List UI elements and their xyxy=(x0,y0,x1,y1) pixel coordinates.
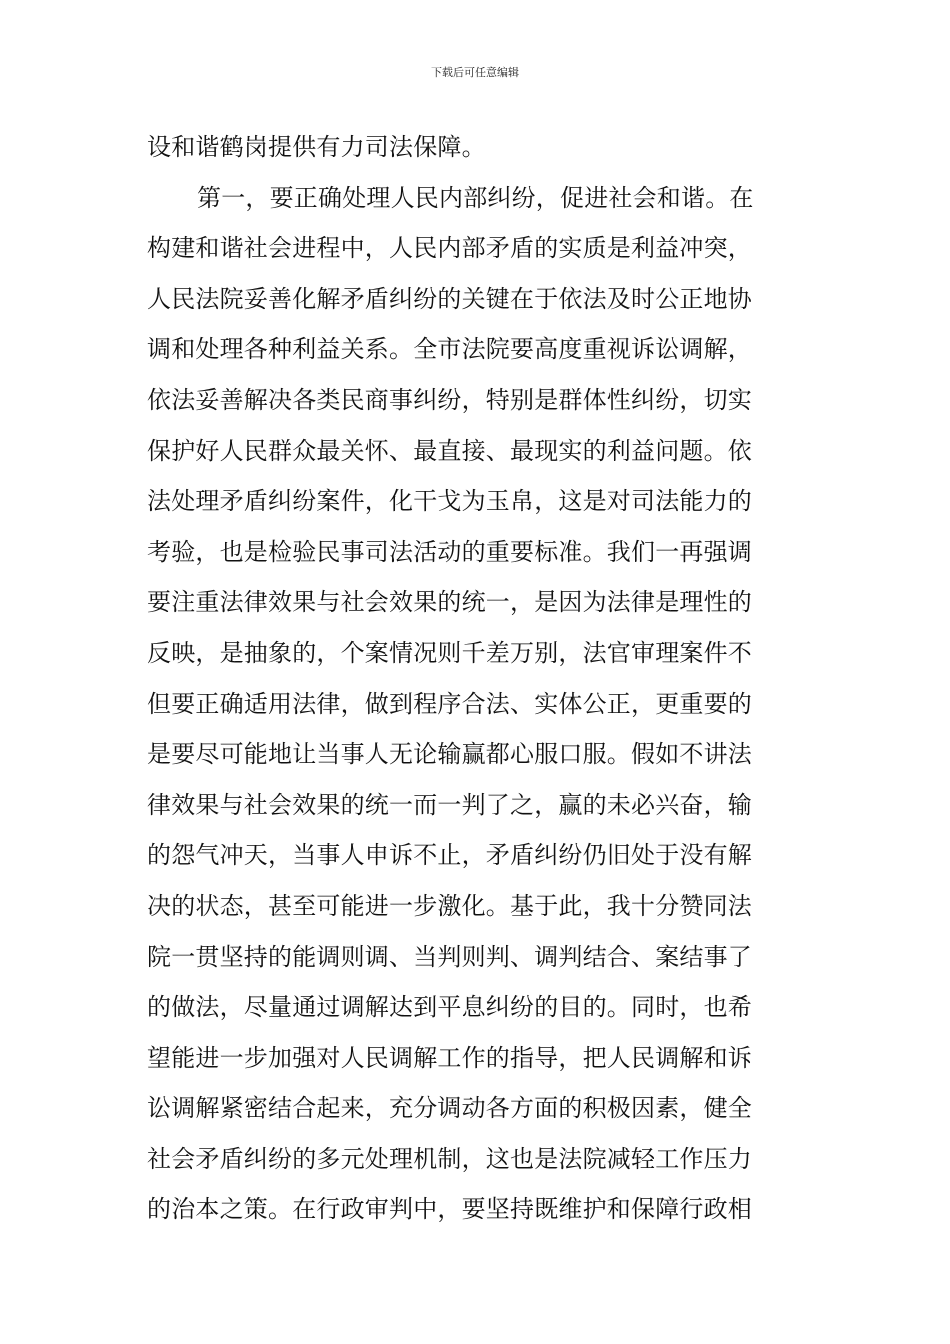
text-line: 的治本之策。在行政审判中，要坚持既维护和保障行政相 xyxy=(147,1195,752,1224)
text-line: 讼调解紧密结合起来，充分调动各方面的积极因素，健全 xyxy=(147,1094,752,1123)
text-line: 的做法，尽量通过调解达到平息纠纷的目的。同时，也希 xyxy=(147,993,752,1022)
text-line: 望能进一步加强对人民调解工作的指导，把人民调解和诉 xyxy=(147,1043,752,1072)
page-header-note: 下载后可任意编辑 xyxy=(431,66,519,79)
text-line: 考验，也是检验民事司法活动的重要标准。我们一再强调 xyxy=(147,537,752,566)
text-line: 法处理矛盾纠纷案件，化干戈为玉帛，这是对司法能力的 xyxy=(147,487,752,516)
text-line: 院一贯坚持的能调则调、当判则判、调判结合、案结事了 xyxy=(147,942,752,971)
text-line: 是要尽可能地让当事人无论输赢都心服口服。假如不讲法 xyxy=(147,740,752,769)
text-line: 保护好人民群众最关怀、最直接、最现实的利益问题。依 xyxy=(147,436,752,465)
text-line: 人民法院妥善化解矛盾纠纷的关键在于依法及时公正地协 xyxy=(147,284,752,313)
text-line: 社会矛盾纠纷的多元处理机制，这也是法院减轻工作压力 xyxy=(147,1144,752,1173)
body-text xyxy=(147,122,807,1235)
text-line: 构建和谐社会进程中，人民内部矛盾的实质是利益冲突， xyxy=(147,234,752,263)
text-line: 设和谐鹤岗提供有力司法保障。 xyxy=(147,133,486,161)
text-line: 的怨气冲天，当事人申诉不止，矛盾纠纷仍旧处于没有解 xyxy=(147,841,752,870)
text-line: 反映，是抽象的，个案情况则千差万别，法官审理案件不 xyxy=(147,638,752,667)
text-line: 要注重法律效果与社会效果的统一，是因为法律是理性的 xyxy=(147,588,752,617)
text-line: 但要正确适用法律，做到程序合法、实体公正，更重要的 xyxy=(147,689,752,718)
text-line: 依法妥善解决各类民商事纠纷，特别是群体性纠纷，切实 xyxy=(147,385,752,414)
text-line: 调和处理各种利益关系。全市法院要高度重视诉讼调解， xyxy=(147,335,752,364)
text-line: 决的状态，甚至可能进一步激化。基于此，我十分赞同法 xyxy=(147,891,752,920)
text-line: 律效果与社会效果的统一而一判了之，赢的未必兴奋，输 xyxy=(147,790,752,819)
text-line: 第一，要正确处理人民内部纠纷，促进社会和谐。在 xyxy=(197,183,754,212)
